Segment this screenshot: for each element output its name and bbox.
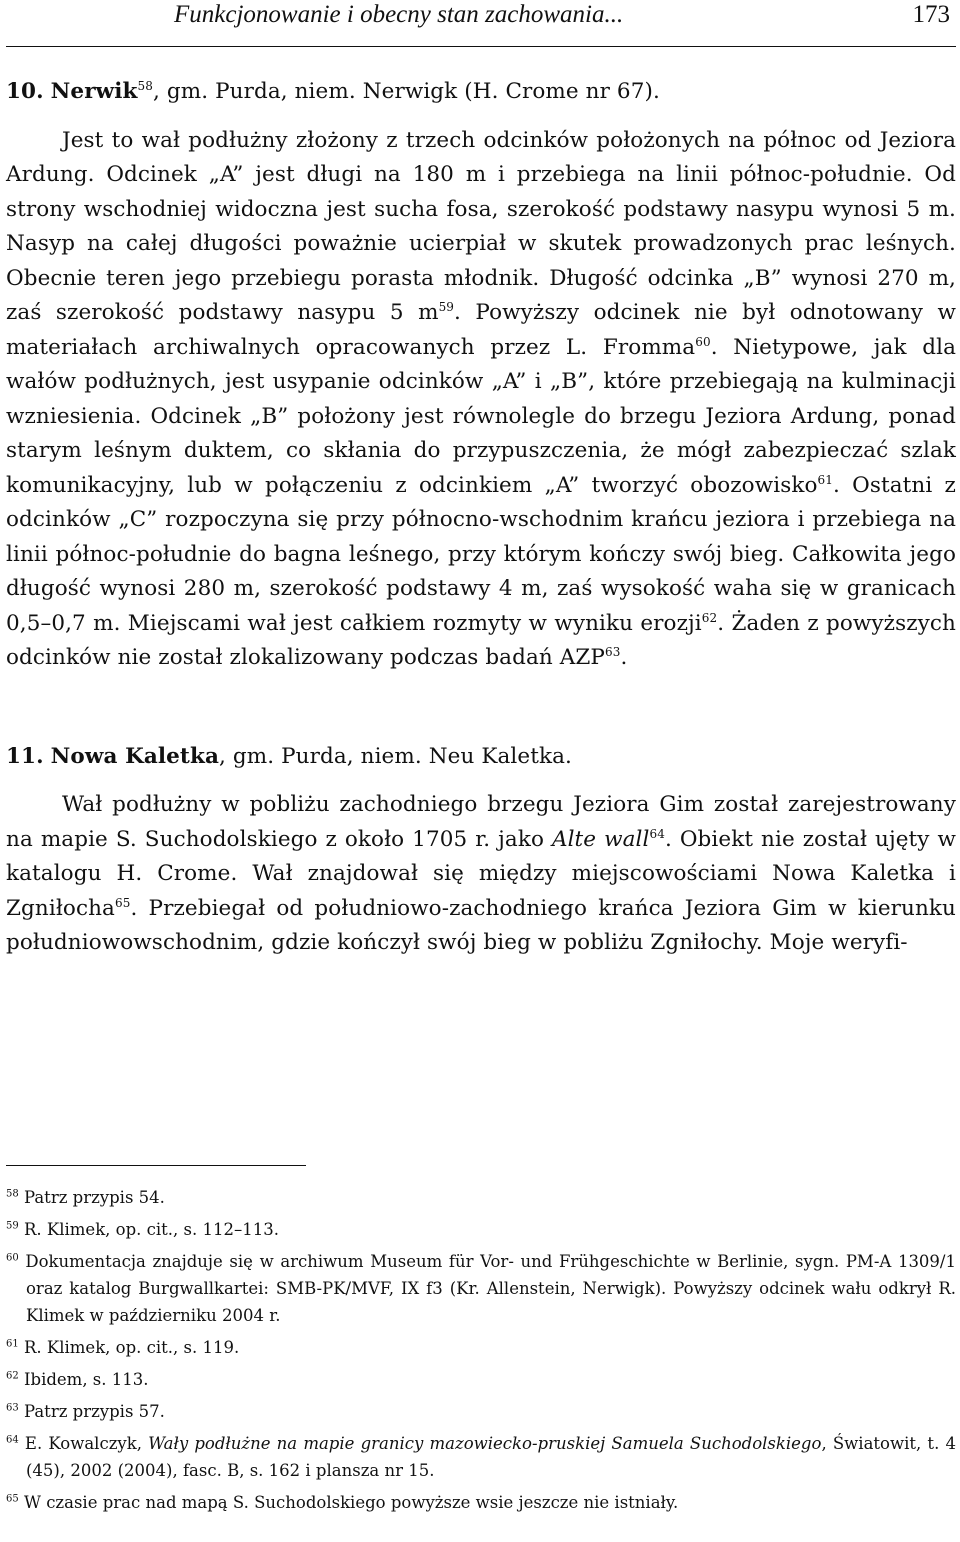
- footnotes: [6, 1184, 956, 1521]
- footnote-number: 64: [6, 1434, 19, 1446]
- footnote-number: 62: [6, 1370, 19, 1382]
- section-11-name: Nowa Kaletka: [50, 743, 219, 769]
- running-header: [6, 0, 956, 48]
- header-rule: [6, 46, 956, 47]
- section-10-number: 10.: [6, 79, 44, 104]
- footnote-text: R. Klimek, op. cit., s. 119.: [23, 1338, 240, 1357]
- body-text: .: [620, 645, 628, 670]
- footnote-title: Wały podłużne na mapie granicy mazowiecko-pruskiej Samuela Suchodolskiego: [148, 1434, 822, 1453]
- footnote-number: 59: [6, 1220, 19, 1232]
- footnote-number: 63: [6, 1402, 19, 1414]
- footnote-ref-58: 58: [137, 78, 153, 93]
- footnote-61: [6, 1334, 956, 1361]
- body-text: . Nietypowe, jak dla wałów podłużnych, jest usypanie odcinków „A” i „B”, które przebiegają na kulminacji wzniesienia. Odcinek „B” położony jest równolegle do brzegu Jeziora Ardung, ponad starym leśnym duktem, co skłania do przypuszczenia, że mógł zabezpieczać szlak komunikacyjny, lub w połączeniu z odcinkiem „A” tworzyć obozowisko: [6, 334, 956, 498]
- body-text: Jest to wał podłużny złożony z trzech odcinków położonych na północ od Jeziora Ardung. Odcinek „A” jest długi na 180 m i przebiega na linii północ-południe. Od strony wschodniej widoczna jest sucha fosa, szerokość podstawy nasypu wynosi 5 m. Nasyp na całej długości poważnie ucierpiał w skutek prowadzonych prac leśnych. Obecnie teren jego przebiegu porasta młodnik. Długość odcinka „B” wynosi 270 m, zaś szerokość podstawy nasypu 5 m: [6, 127, 956, 325]
- footnote-65: [6, 1489, 956, 1516]
- section-11-number: 11.: [6, 743, 44, 769]
- footnote-ref-59: 59: [438, 299, 455, 314]
- footnote-text: Dokumentacja znajduje się w archiwum Museum für Vor- und Frühgeschichte w Berlinie, sygn. PM-A 1309/1 oraz katalog Burgwallkartei: SMB-PK/MVF, IX f3 (Kr. Allenstein, Nerwigk). Powyższy odcinek wału odkrył R. Klimek w październiku 2004 r.: [25, 1252, 956, 1325]
- section-11-body: [6, 788, 956, 961]
- footnote-text: Ibidem, s. 113.: [23, 1370, 149, 1389]
- footnote-number: 58: [6, 1188, 19, 1200]
- footnote-60: [6, 1248, 956, 1329]
- footnote-59: [6, 1216, 956, 1243]
- footnote-text: W czasie prac nad mapą S. Suchodolskiego powyższe wsie jeszcze nie istniały.: [23, 1493, 679, 1512]
- document-page: [6, 0, 956, 1512]
- footnote-ref-63: 63: [605, 644, 621, 659]
- footnote-number: 61: [6, 1338, 19, 1350]
- body-text: . Powyższy odcinek nie był odnotowany w materiałach archiwalnych opracowanych przez L. Fromma: [6, 300, 956, 360]
- footnote-number: 65: [6, 1493, 19, 1505]
- section-10-body: [6, 124, 956, 676]
- footnote-ref-64: 64: [649, 826, 665, 841]
- footnote-separator: [6, 1165, 306, 1166]
- body-text: . Przebiegał od południowo-zachodniego krańca Jeziora Gim w kierunku południowowschodnim, gdzie kończył swój bieg w pobliżu Zgniłochy. Moje weryfi-: [6, 895, 956, 955]
- footnote-text: Patrz przypis 54.: [23, 1188, 165, 1207]
- section-10-name: Nerwik: [50, 79, 138, 104]
- section-11-heading: [6, 740, 956, 775]
- footnote-text: , Światowit, t. 4 (45), 2002 (2004), fasc. B, s. 162 i plansza nr 15.: [26, 1434, 956, 1480]
- footnote-ref-61: 61: [817, 472, 833, 487]
- footnote-text: R. Klimek, op. cit., s. 112–113.: [23, 1220, 279, 1239]
- footnote-62: [6, 1366, 956, 1393]
- section-10-heading-rest: , gm. Purda, niem. Nerwigk (H. Crome nr 67).: [152, 79, 660, 104]
- footnote-number: 60: [6, 1252, 19, 1264]
- body-text: Wał podłużny w pobliżu zachodniego brzegu Jeziora Gim został zarejestrowany na mapie S. Suchodolskiego z około 1705 r. jako: [6, 792, 956, 852]
- section-11-heading-rest: , gm. Purda, niem. Neu Kaletka.: [219, 743, 572, 769]
- footnote-ref-65: 65: [114, 895, 131, 910]
- footnote-58: [6, 1184, 956, 1211]
- body-text: . Obiekt nie został ujęty w katalogu H. Crome. Wał znajdował się między miejscowościami Nowa Kaletka i Zgniłocha: [6, 826, 956, 921]
- footnote-ref-62: 62: [701, 610, 718, 625]
- footnote-ref-60: 60: [695, 334, 711, 349]
- alte-wall-term: Alte wall: [551, 826, 650, 852]
- footnote-64: [6, 1430, 956, 1484]
- body-text: . Ostatni z odcinków „C” rozpoczyna się przy północno-wschodnim krańcu jeziora i przebiega na linii północ-południe do bagna leśnego, przy którym kończy swój bieg. Całkowita jego długość wynosi 280 m, szerokość podstawy 4 m, zaś wysokość waha się w granicach 0,5–0,7 m. Miejscami wał jest całkiem rozmyty w wyniku erozji: [6, 472, 956, 636]
- body-text: . Żaden z powyższych odcinków nie został zlokalizowany podczas badań AZP: [6, 610, 956, 670]
- footnote-text: Patrz przypis 57.: [23, 1402, 165, 1421]
- footnote-63: [6, 1398, 956, 1425]
- footnote-text: E. Kowalczyk,: [24, 1434, 149, 1453]
- section-10-heading: [6, 75, 956, 110]
- running-title: Funkcjonowanie i obecny stan zachowania...: [174, 1, 624, 28]
- page-number: 173: [912, 1, 950, 28]
